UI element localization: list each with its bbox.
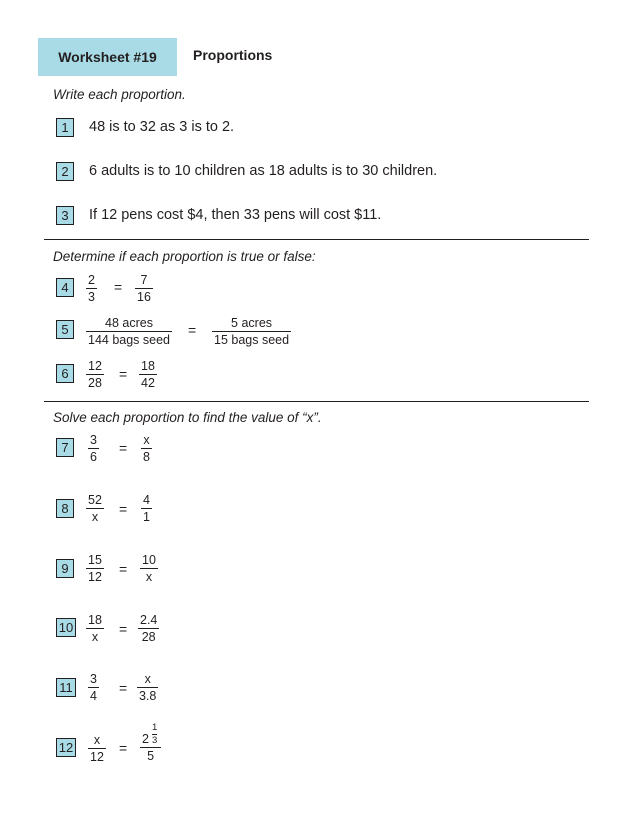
numerator: 3 [90,672,97,686]
numerator: 7 [140,273,148,287]
problem-number-2: 2 [56,162,74,181]
worksheet-label: Worksheet #19 [58,49,157,65]
problem-1-text: 48 is to 32 as 3 is to 2. [89,119,235,135]
problem-number-9: 9 [56,559,74,578]
problem-10-left-fraction [86,613,104,644]
denominator: 6 [90,450,97,464]
numerator: 3 [90,433,97,447]
problem-number-4: 4 [56,278,74,297]
numerator: 18 [88,613,102,627]
problem-12-right-fraction [140,722,161,763]
equals-sign: = [119,561,128,577]
numerator: 48 acres [105,316,153,330]
problem-5-left-fraction [86,316,172,347]
denominator: 28 [88,376,102,390]
denominator: x [91,630,99,644]
problem-7-left-fraction [88,433,99,464]
denominator: 28 [141,630,156,644]
denominator: 3 [88,290,95,304]
problem-number-6: 6 [56,364,74,383]
problem-6-left-fraction [86,359,104,390]
equals-sign: = [119,621,128,637]
problem-8-right-fraction [141,493,152,524]
problem-3-text: If 12 pens cost $4, then 33 pens will cost $11. [89,207,382,223]
problem-11-left-fraction [88,672,99,703]
problem-9-right-fraction [140,553,158,584]
mixed-fraction [150,723,159,746]
section-divider-2 [44,401,589,402]
denominator: 1 [143,510,150,524]
numerator: 4 [143,493,150,507]
problem-6-right-fraction [139,359,157,390]
equals-sign: = [188,322,197,338]
problem-number-7: 7 [56,438,74,457]
section-divider-1 [44,239,589,240]
denominator: 12 [88,570,102,584]
numerator: 10 [142,553,156,567]
problem-4-right-fraction [135,273,153,304]
denominator: 16 [137,290,151,304]
denominator: 42 [141,376,155,390]
problem-number-12: 12 [56,738,76,757]
numerator: 18 [141,359,155,373]
mixed-whole: 2 [142,732,149,746]
denominator: 4 [90,689,97,703]
problem-number-1: 1 [56,118,74,137]
numerator: 2.4 [140,613,158,627]
problem-10-right-fraction [138,613,159,644]
problem-4-left-fraction [86,273,97,304]
mixed-fraction-num: 1 [151,721,158,733]
numerator: 52 [88,493,102,507]
denominator: 15 bags seed [214,333,290,347]
problem-number-8: 8 [56,499,74,518]
worksheet-label-box [38,38,177,76]
problem-12-left-fraction [88,733,106,764]
denominator: 12 [90,750,104,764]
instruction-write: Write each proportion. [53,87,186,102]
numerator: x [144,672,151,686]
numerator: 12 [88,359,102,373]
worksheet-title: Proportions [193,47,273,63]
instruction-determine: Determine if each proportion is true or false: [53,249,316,264]
numerator: 5 acres [231,316,273,330]
problem-2-text: 6 adults is to 10 children as 18 adults is to 30 children. [89,163,438,179]
problem-number-5: 5 [56,320,74,339]
problem-9-left-fraction [86,553,104,584]
denominator: 5 [147,749,155,763]
numerator: 15 [88,553,102,567]
numerator: 2 [88,273,95,287]
problem-8-left-fraction [86,493,104,524]
mixed-fraction-den: 3 [151,734,158,746]
mixed-number-numerator [140,722,161,746]
denominator: 8 [143,450,150,464]
problem-7-right-fraction [141,433,152,464]
numerator: x [93,733,101,747]
problem-number-11: 11 [56,678,76,697]
numerator: x [143,433,150,447]
equals-sign: = [119,440,128,456]
equals-sign: = [119,740,128,756]
problem-11-right-fraction [137,672,158,703]
denominator: x [91,510,99,524]
instruction-solve: Solve each proportion to find the value of “x”. [53,410,322,425]
denominator: 144 bags seed [88,333,171,347]
equals-sign: = [119,501,128,517]
equals-sign: = [119,680,128,696]
denominator: 3.8 [139,689,157,703]
equals-sign: = [119,366,128,382]
problem-number-3: 3 [56,206,74,225]
problem-number-10: 10 [56,618,76,637]
equals-sign: = [114,279,123,295]
denominator: x [145,570,153,584]
problem-5-right-fraction [212,316,291,347]
